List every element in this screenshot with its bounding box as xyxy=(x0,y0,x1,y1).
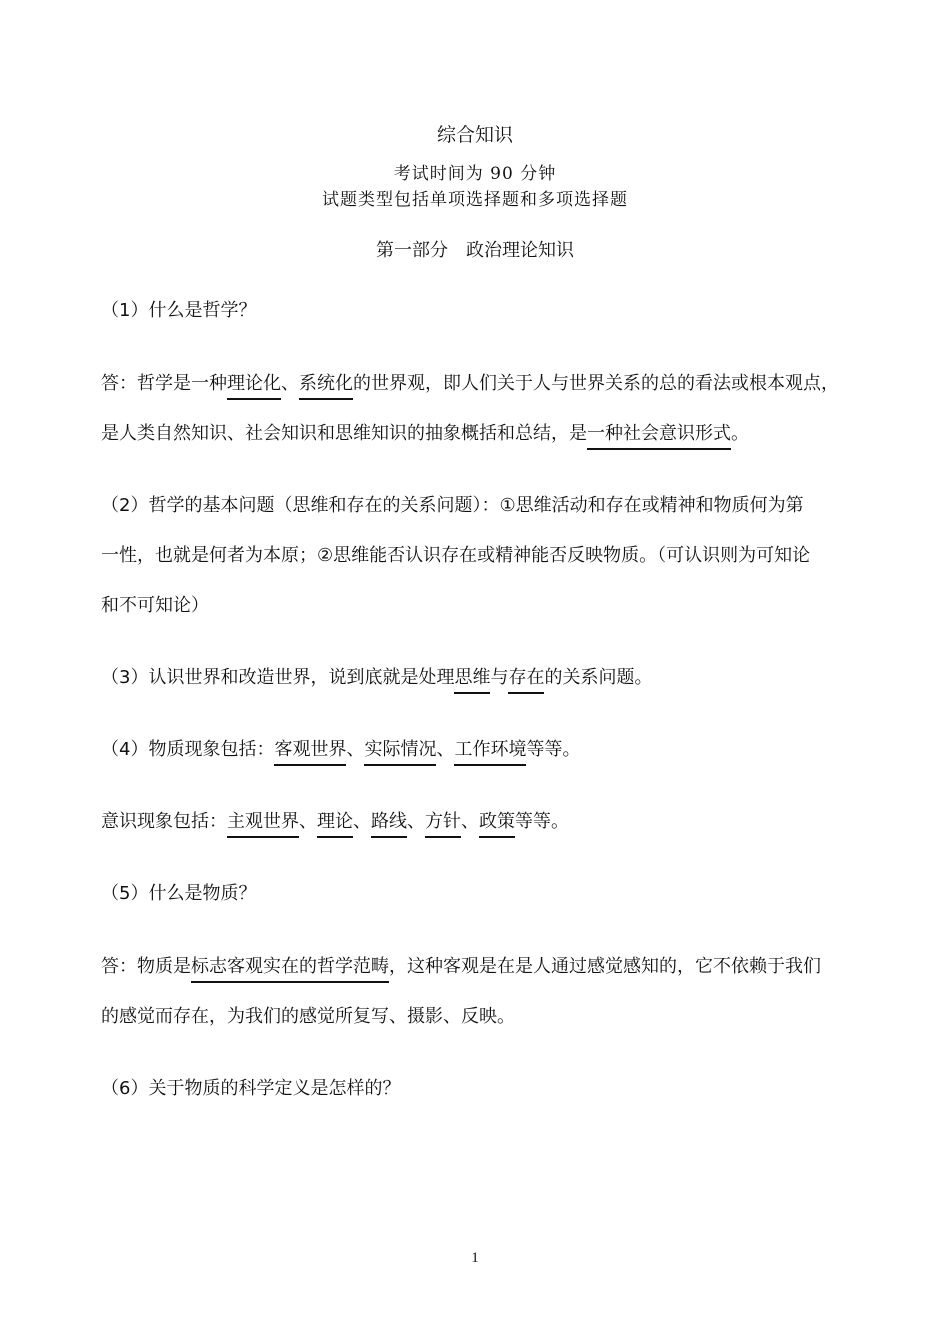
text: 、 xyxy=(346,739,365,760)
text: 答：物质是 xyxy=(101,956,191,977)
text: 、 xyxy=(353,811,371,832)
part-title: 第一部分 政治理论知识 xyxy=(376,240,574,261)
text: ，这种客观是在是人通过感觉感知的，它不依赖于我们 xyxy=(389,956,821,977)
page-number: 1 xyxy=(471,1250,479,1266)
document-title: 综合知识 xyxy=(436,124,513,146)
text: 。 xyxy=(731,423,749,444)
underlined-term: 标志客观实在的哲学范畴 xyxy=(191,956,389,983)
text: 、 xyxy=(436,739,455,760)
text: 等等。 xyxy=(526,739,581,760)
text: 与 xyxy=(490,667,509,688)
text: 的关系问题。 xyxy=(544,667,653,688)
text: （4）物质现象包括： xyxy=(101,739,275,760)
text: 的世界观，即人们关于人与世界关系的总的看法或根本观点， xyxy=(353,373,839,394)
underlined-term: 工作环境 xyxy=(454,739,526,766)
text: 等等。 xyxy=(515,811,569,832)
text: 是人类自然知识、社会知识和思维知识的抽象概括和总结，是 xyxy=(101,423,587,444)
text: 答：哲学是一种 xyxy=(101,373,227,394)
question-6: （6）关于物质的科学定义是怎样的？ xyxy=(101,1078,401,1099)
question-4-consciousness xyxy=(101,809,569,835)
exam-time: 考试时间为 90 分钟 xyxy=(393,164,557,184)
underlined-term: 思维 xyxy=(454,667,490,694)
text: 意识现象包括： xyxy=(101,811,227,832)
question-2-line-1: （2）哲学的基本问题（思维和存在的关系问题）：①思维活动和存在或精神和物质何为第 xyxy=(101,495,804,516)
text: （3）认识世界和改造世界，说到底就是处理 xyxy=(101,667,455,688)
answer-5-line-1 xyxy=(101,954,821,980)
underlined-term: 方针 xyxy=(425,811,461,838)
text: 、 xyxy=(299,811,317,832)
question-5: （5）什么是物质？ xyxy=(101,883,257,904)
text: 、 xyxy=(281,373,299,394)
question-3 xyxy=(101,665,652,691)
underlined-term: 客观世界 xyxy=(274,739,346,766)
underlined-term: 系统化 xyxy=(299,373,353,400)
text: 、 xyxy=(407,811,425,832)
text: 、 xyxy=(461,811,479,832)
question-2-line-3: 和不可知论） xyxy=(101,595,209,616)
question-1: （1）什么是哲学？ xyxy=(101,300,257,321)
question-2-line-2: 一性，也就是何者为本原；②思维能否认识存在或精神能否反映物质。（可认识则为可知论 xyxy=(101,545,811,566)
underlined-term: 理论化 xyxy=(227,373,281,400)
answer-1-line-1 xyxy=(101,371,839,397)
underlined-term: 主观世界 xyxy=(227,811,299,838)
underlined-term: 实际情况 xyxy=(364,739,436,766)
underlined-term: 政策 xyxy=(479,811,515,838)
question-types: 试题类型包括单项选择题和多项选择题 xyxy=(322,190,628,210)
underlined-term: 路线 xyxy=(371,811,407,838)
question-4-material xyxy=(101,737,580,763)
underlined-term: 一种社会意识形式 xyxy=(587,423,731,450)
underlined-term: 存在 xyxy=(508,667,544,694)
answer-5-line-2: 的感觉而存在，为我们的感觉所复写、摄影、反映。 xyxy=(101,1006,515,1027)
underlined-term: 理论 xyxy=(317,811,353,838)
answer-1-line-2 xyxy=(101,421,749,447)
